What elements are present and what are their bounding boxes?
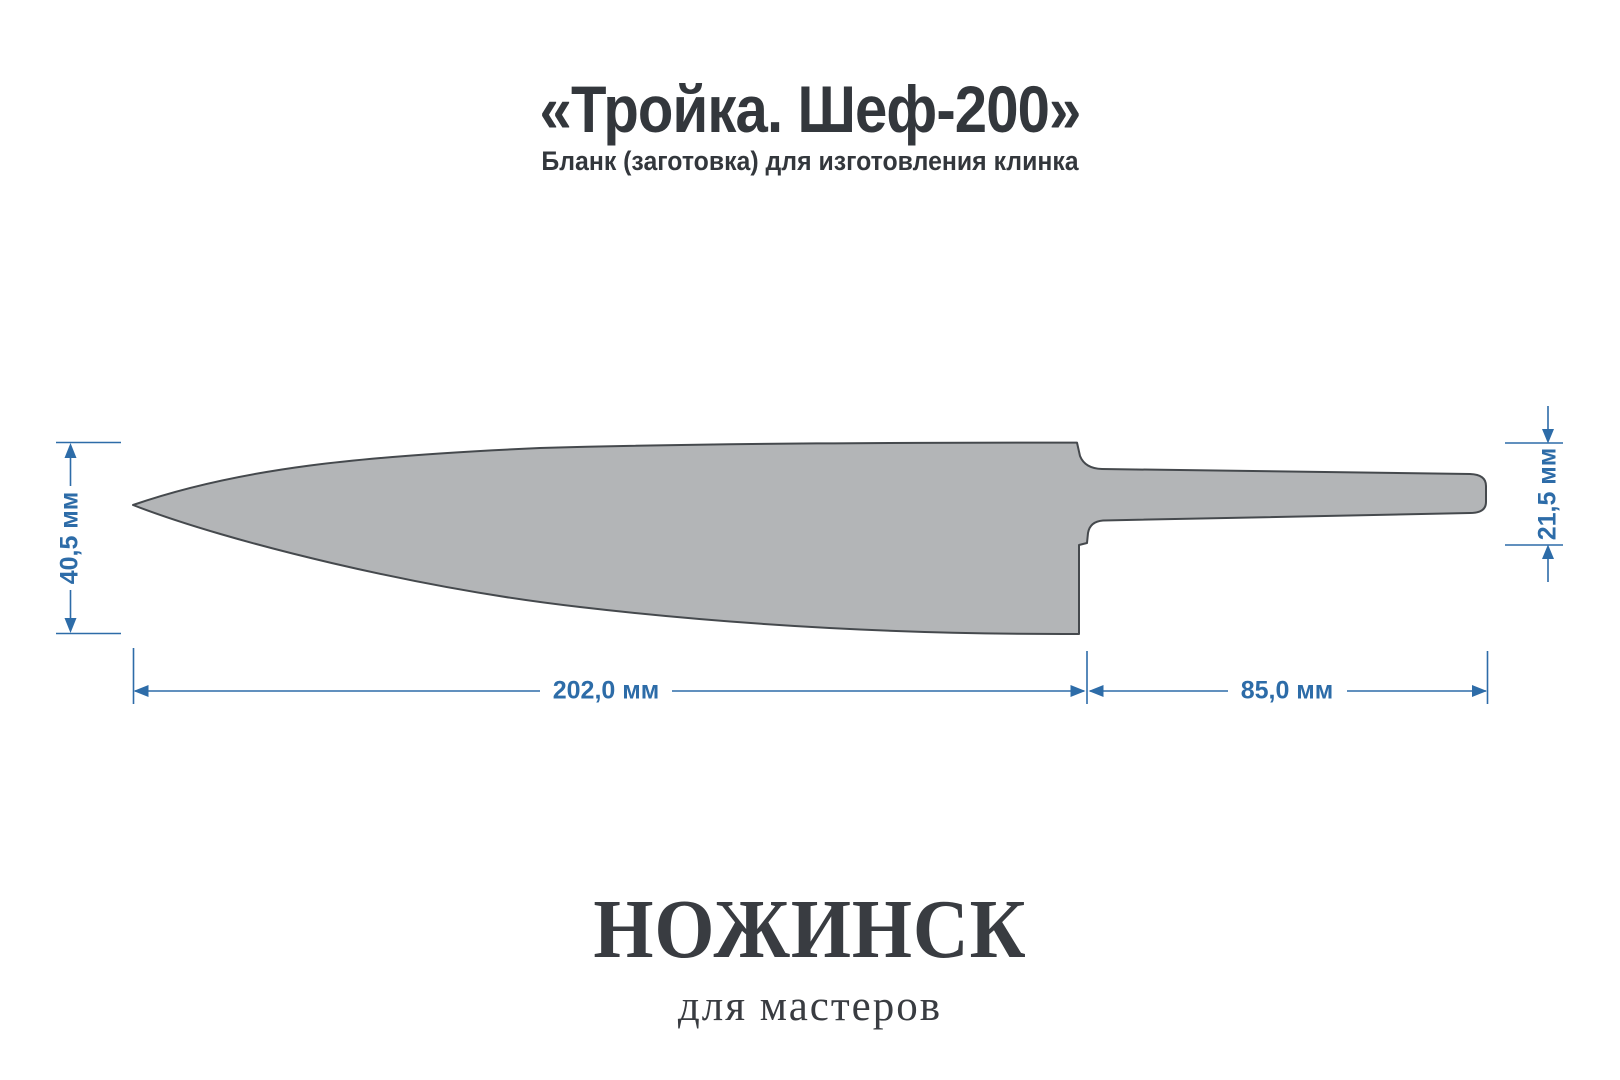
arrowhead-right-icon [1472,685,1487,697]
tang-length-label: 85,0 мм [1240,676,1334,705]
blade-length-label: 202,0 мм [552,676,660,705]
page-subtitle: Бланк (заготовка) для изготовления клинка [541,146,1079,176]
arrowhead-down-icon [1542,429,1554,444]
arrowhead-up-icon [65,443,77,458]
arrowhead-left-icon [1089,685,1104,697]
arrowhead-right-icon [1071,685,1086,697]
arrowhead-down-icon [65,618,77,633]
blade-height-label: 40,5 мм [55,491,84,585]
tang-height-label: 21,5 мм [1533,447,1562,541]
brand-tagline: для мастеров [677,983,943,1030]
brand-logo: НОЖИНСК [593,883,1027,976]
arrowhead-up-icon [1542,545,1554,560]
arrowhead-left-icon [134,685,149,697]
page-title: «Тройка. Шеф-200» [539,72,1081,146]
blade-outline-shape [133,443,1486,634]
